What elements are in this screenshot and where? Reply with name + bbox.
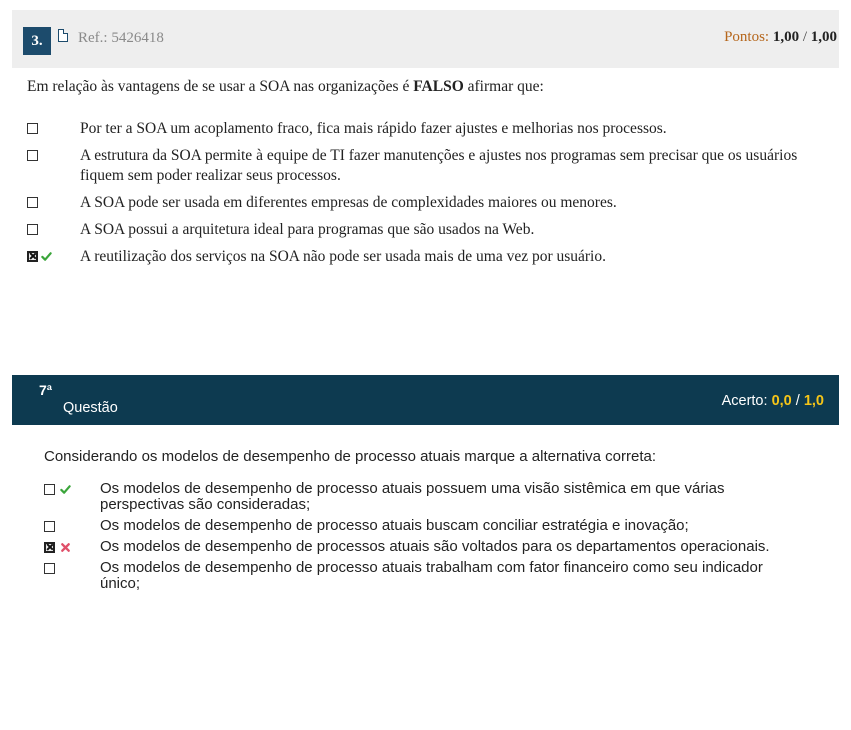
statement-text-before: Em relação às vantagens de se usar a SOA nas organizações é — [27, 78, 414, 95]
question-number: 7ª — [39, 382, 52, 398]
option-text: Os modelos de desempenho de processo atuais trabalham com fator financeiro como seu indicador único; — [100, 559, 763, 592]
answer-option[interactable] — [27, 220, 827, 240]
answer-option-correct[interactable] — [44, 481, 804, 513]
option-text: A SOA possui a arquitetura ideal para programas que são usados na Web. — [80, 221, 535, 238]
answer-option[interactable] — [27, 193, 827, 213]
answer-option[interactable] — [44, 518, 804, 534]
question-score — [722, 393, 824, 409]
points-separator: / — [802, 29, 807, 45]
cross-mark-icon — [60, 542, 71, 553]
answer-option[interactable] — [27, 146, 827, 186]
option-text: Por ter a SOA um acoplamento fraco, fica mais rápido fazer ajustes e melhorias nos processos. — [80, 120, 667, 137]
check-mark-icon — [41, 251, 52, 262]
points-value: 1,00 — [772, 29, 800, 45]
option-checkbox[interactable] — [27, 197, 38, 208]
question-3-header — [12, 10, 839, 68]
score-total: 1,0 — [803, 393, 824, 409]
option-text: A SOA pode ser usada em diferentes empresas de complexidades maiores ou menores. — [80, 194, 617, 211]
option-checkbox-checked[interactable] — [44, 542, 55, 553]
answer-options-list — [27, 119, 827, 274]
check-mark-icon — [60, 484, 71, 495]
question-statement — [27, 78, 544, 96]
answer-option-selected[interactable] — [27, 247, 827, 267]
option-checkbox[interactable] — [27, 224, 38, 235]
option-text: A reutilização dos serviços na SOA não pode ser usada mais de uma vez por usuário. — [80, 248, 606, 265]
score-value: 0,0 — [771, 393, 792, 409]
answer-options-list — [44, 481, 804, 597]
option-checkbox-checked[interactable] — [27, 251, 38, 262]
question-points — [724, 29, 837, 46]
answer-option[interactable] — [27, 119, 827, 139]
score-label: Acerto: — [721, 393, 768, 409]
option-checkbox[interactable] — [44, 563, 55, 574]
question-number: 3. — [23, 27, 51, 55]
score-separator: / — [795, 393, 800, 409]
question-reference: Ref.: 5426418 — [78, 30, 164, 46]
question-7-header — [12, 375, 839, 425]
option-checkbox[interactable] — [44, 521, 55, 532]
answer-option[interactable] — [44, 560, 804, 592]
points-label: Pontos: — [724, 29, 770, 45]
option-checkbox[interactable] — [44, 484, 55, 495]
statement-text-after: afirmar que: — [463, 78, 544, 95]
document-icon[interactable] — [58, 29, 68, 42]
statement-emphasis: FALSO — [413, 78, 464, 95]
option-text: Os modelos de desempenho de processo atuais possuem uma visão sistêmica em que várias perspectivas são consideradas; — [100, 480, 725, 513]
option-text: A estrutura da SOA permite à equipe de TI fazer manutenções e ajustes nos programas sem precisar que os usuários fiquem sem poder realizar seus processos. — [80, 147, 798, 184]
answer-option-selected[interactable] — [44, 539, 804, 555]
points-total: 1,00 — [810, 29, 837, 45]
option-text: Os modelos de desempenho de processos atuais são voltados para os departamentos operacionais. — [100, 538, 770, 555]
question-statement: Considerando os modelos de desempenho de processo atuais marque a alternativa correta: — [44, 448, 657, 465]
option-checkbox[interactable] — [27, 150, 38, 161]
option-checkbox[interactable] — [27, 123, 38, 134]
option-text: Os modelos de desempenho de processo atuais buscam conciliar estratégia e inovação; — [100, 517, 689, 534]
question-label: Questão — [63, 400, 118, 416]
